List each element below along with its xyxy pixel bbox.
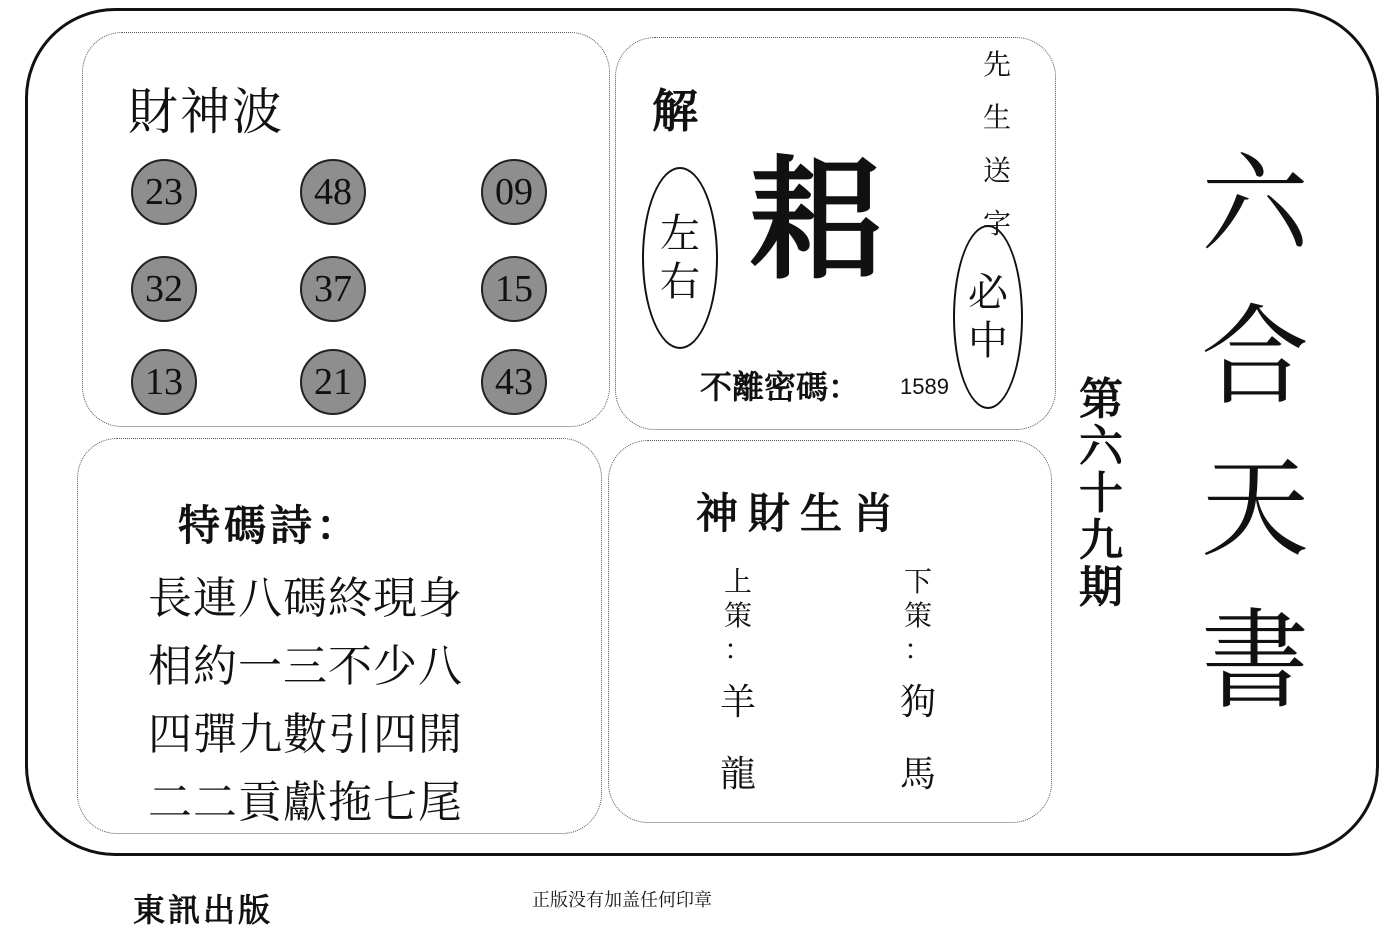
number-ball: 43 [481, 349, 547, 415]
code-value: 1589 [900, 374, 949, 399]
must-char: 必 [968, 270, 1008, 316]
notice: 正版没有加盖任何印章 [532, 890, 712, 911]
zodiac-title: 神財生肖 [696, 489, 905, 538]
title-char: 六 [1200, 143, 1309, 268]
title-char: 合 [1200, 295, 1309, 420]
number-ball: 32 [131, 256, 197, 322]
number-ball: 37 [300, 256, 366, 322]
upper-label-char: 上 [723, 565, 752, 598]
right-char: 右 [660, 259, 700, 305]
number-ball: 23 [131, 159, 197, 225]
send-words [980, 38, 1014, 250]
must-hit-oval [953, 225, 1023, 409]
poem-title: 特碼詩： [178, 501, 363, 550]
lower-label-char: 策 [903, 599, 932, 632]
lower-zodiac: 馬 [899, 754, 936, 795]
issue-char: 十 [1079, 468, 1123, 519]
title-char: 書 [1200, 599, 1309, 724]
issue-char: 期 [1079, 562, 1123, 613]
number-ball: 13 [131, 349, 197, 415]
number-ball: 09 [481, 159, 547, 225]
issue-char: 九 [1079, 515, 1123, 566]
poem-line: 四彈九數引四開 [148, 709, 463, 760]
number-ball: 21 [300, 349, 366, 415]
send-word: 先 [982, 48, 1011, 81]
issue-number [1076, 376, 1126, 611]
main-title [1190, 130, 1320, 738]
poem-line: 二二貢獻拖七尾 [148, 777, 463, 828]
poem-line: 長連八碼終現身 [148, 573, 463, 624]
upper-label-char: 策 [723, 599, 752, 632]
upper-label-char: ： [723, 633, 752, 666]
lower-column [896, 565, 940, 811]
lower-label-char: 下 [903, 565, 932, 598]
poem-line: 相約一三不少八 [148, 641, 463, 692]
upper-zodiac: 羊 [719, 682, 756, 723]
issue-char: 六 [1079, 421, 1123, 472]
lower-zodiac: 狗 [899, 682, 936, 723]
publisher: 東訊出版 [133, 891, 274, 929]
upper-zodiac: 龍 [719, 754, 756, 795]
code-label: 不離密碼： [700, 368, 861, 406]
left-char: 左 [660, 211, 700, 257]
upper-column [716, 565, 760, 811]
title-char: 天 [1200, 447, 1309, 572]
lower-label-char: ： [903, 633, 932, 666]
clue-character: 耜 [750, 144, 882, 298]
wave-title: 財神波 [128, 83, 284, 141]
send-word: 送 [982, 154, 1011, 187]
issue-char: 第 [1079, 374, 1123, 425]
number-ball: 15 [481, 256, 547, 322]
clue-label: 解 [652, 84, 698, 138]
hit-char: 中 [968, 318, 1008, 364]
send-word: 生 [982, 101, 1011, 134]
left-right-oval [642, 167, 718, 349]
number-ball: 48 [300, 159, 366, 225]
send-word: 字 [982, 207, 1011, 240]
